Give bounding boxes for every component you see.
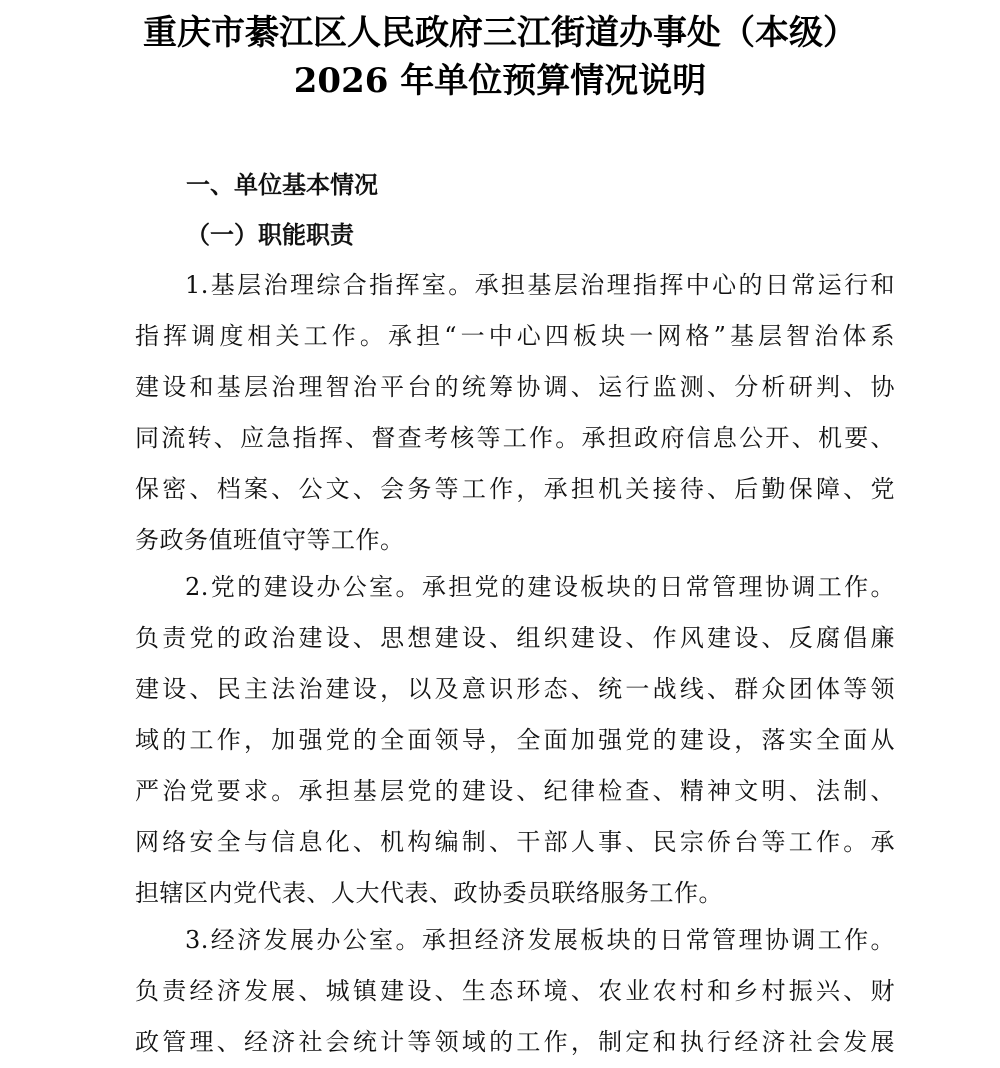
paragraph-line: 网络安全与信息化、机构编制、干部人事、民宗侨台等工作。承 (135, 828, 895, 856)
document-title-line-1: 重庆市綦江区人民政府三江街道办事处（本级） (143, 13, 857, 53)
paragraph-line: 建设、民主法治建设，以及意识形态、统一战线、群众团体等领 (135, 675, 895, 703)
paragraph-line: 保密、档案、公文、会务等工作，承担机关接待、后勤保障、党 (135, 475, 895, 503)
paragraph-line: 1.基层治理综合指挥室。承担基层治理指挥中心的日常运行和 (185, 271, 895, 299)
paragraph-line: 2.党的建设办公室。承担党的建设板块的日常管理协调工作。 (185, 573, 895, 601)
paragraph-line: 严治党要求。承担基层党的建设、纪律检查、精神文明、法制、 (135, 777, 895, 805)
paragraph-line: 务政务值班值守等工作。 (135, 526, 405, 554)
document-title-line-2: 2026 年单位预算情况说明 (293, 61, 707, 101)
paragraph-line: 域的工作，加强党的全面领导，全面加强党的建设，落实全面从 (135, 726, 895, 754)
paragraph-line: 同流转、应急指挥、督查考核等工作。承担政府信息公开、机要、 (135, 424, 895, 452)
paragraph-2 (135, 562, 895, 919)
paragraph-line: 负责党的政治建设、思想建设、组织建设、作风建设、反腐倡廉 (135, 624, 895, 652)
paragraph-3 (135, 915, 895, 1068)
paragraph-line: 政管理、经济社会统计等领域的工作，制定和执行经济社会发展 (135, 1028, 895, 1056)
paragraph-line: 担辖区内党代表、人大代表、政协委员联络服务工作。 (135, 879, 723, 907)
subsection-heading: （一）职能职责 (186, 220, 354, 249)
paragraph-line: 负责经济发展、城镇建设、生态环境、农业农村和乡村振兴、财 (135, 977, 895, 1005)
paragraph-1 (135, 260, 895, 566)
section-heading: 一、单位基本情况 (186, 171, 378, 199)
paragraph-line: 建设和基层治理智治平台的统筹协调、运行监测、分析研判、协 (135, 373, 895, 401)
paragraph-line: 3.经济发展办公室。承担经济发展板块的日常管理协调工作。 (185, 926, 895, 954)
paragraph-line: 指挥调度相关工作。承担“一中心四板块一网格”基层智治体系 (135, 322, 895, 350)
